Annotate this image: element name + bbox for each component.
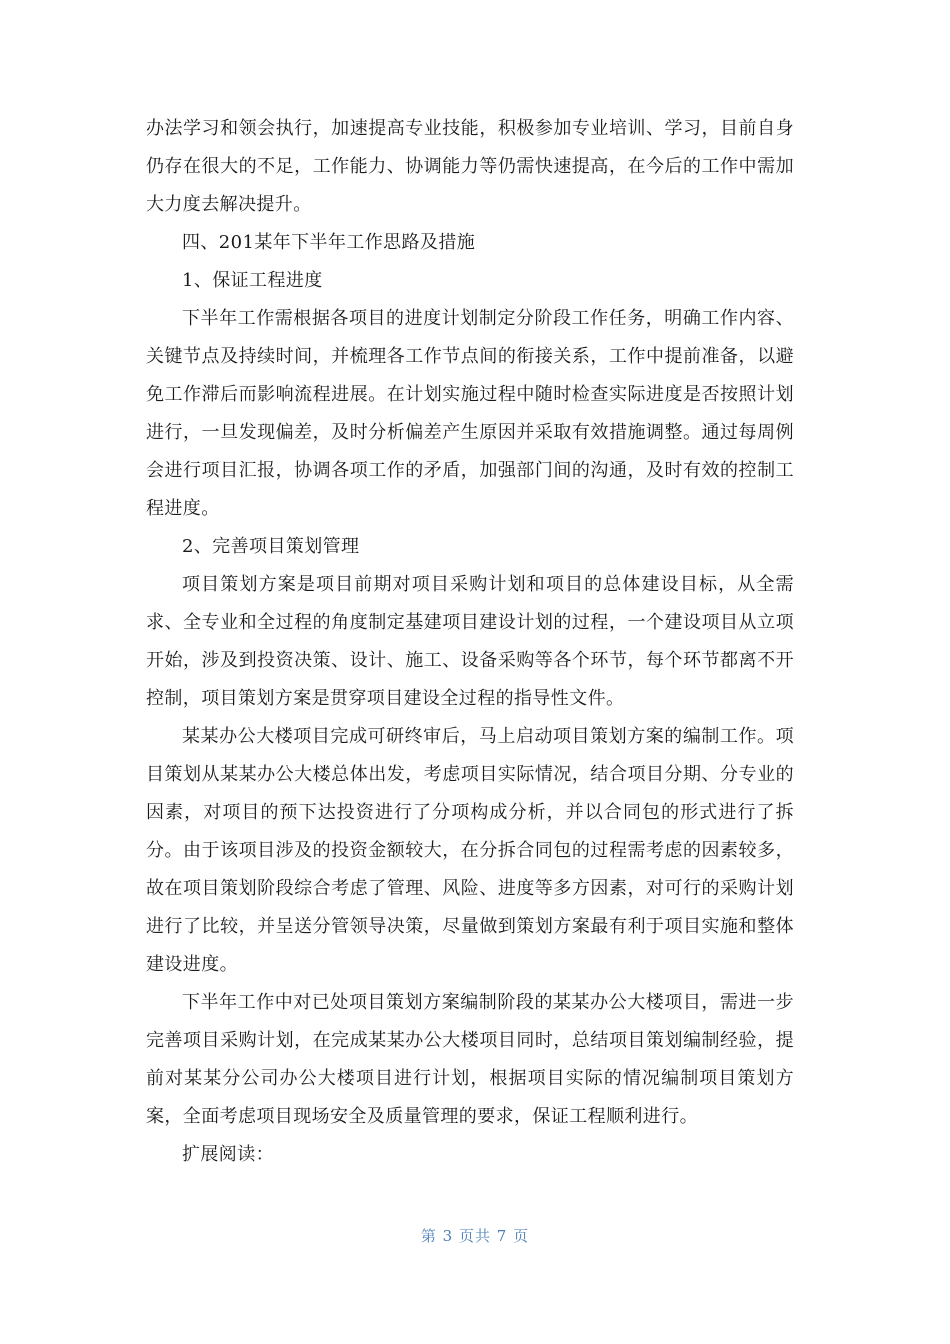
document-body xyxy=(146,110,794,1174)
subheading-progress: 1、保证工程进度 xyxy=(182,270,323,291)
section-heading-plan: 四、201某年下半年工作思路及措施 xyxy=(182,232,476,253)
paragraph-planning-intro: 项目策划方案是项目前期对项目采购计划和项目的总体建设目标，从全需求、全专业和全过程的角度制定基建项目建设计划的过程，一个建设项目从立项开始，涉及到投资决策、设计、施工、设备采购等各个环节，每个环节都离不开控制，项目策划方案是贯穿项目建设全过程的指导性文件。 xyxy=(146,574,794,709)
paragraph-progress: 下半年工作需根据各项目的进度计划制定分阶段工作任务，明确工作内容、关键节点及持续时间，并梳理各工作节点间的衔接关系，工作中提前准备，以避免工作滞后而影响流程进展。在计划实施过程中随时检查实际进度是否按照计划进行，一旦发现偏差，及时分析偏差产生原因并采取有效措施调整。通过每周例会进行项目汇报，协调各项工作的矛盾，加强部门间的沟通，及时有效的控制工程进度。 xyxy=(146,308,794,519)
extended-reading-label: 扩展阅读： xyxy=(182,1144,274,1165)
paragraph-office-building: 某某办公大楼项目完成可研终审后，马上启动项目策划方案的编制工作。项目策划从某某办公大楼总体出发，考虑项目实际情况，结合项目分期、分专业的因素，对项目的预下达投资进行了分项构成分析，并以合同包的形式进行了拆分。由于该项目涉及的投资金额较大，在分拆合同包的过程需考虑的因素较多，故在项目策划阶段综合考虑了管理、风险、进度等多方因素，对可行的采购计划进行了比较，并呈送分管领导决策，尽量做到策划方案最有利于项目实施和整体建设进度。 xyxy=(146,726,794,975)
paragraph-second-half: 下半年工作中对已处项目策划方案编制阶段的某某办公大楼项目，需进一步完善项目采购计划，在完成某某办公大楼项目同时，总结项目策划编制经验，提前对某某分公司办公大楼项目进行计划，根据项目实际的情况编制项目策划方案，全面考虑项目现场安全及质量管理的要求，保证工程顺利进行。 xyxy=(146,992,794,1127)
subheading-planning: 2、完善项目策划管理 xyxy=(182,536,360,557)
paragraph-continuation: 办法学习和领会执行，加速提高专业技能，积极参加专业培训、学习，目前自身仍存在很大的不足，工作能力、协调能力等仍需快速提高，在今后的工作中需加大力度去解决提升。 xyxy=(146,118,794,215)
page-footer xyxy=(0,1225,950,1246)
page-number: 第 3 页共 7 页 xyxy=(420,1227,530,1245)
